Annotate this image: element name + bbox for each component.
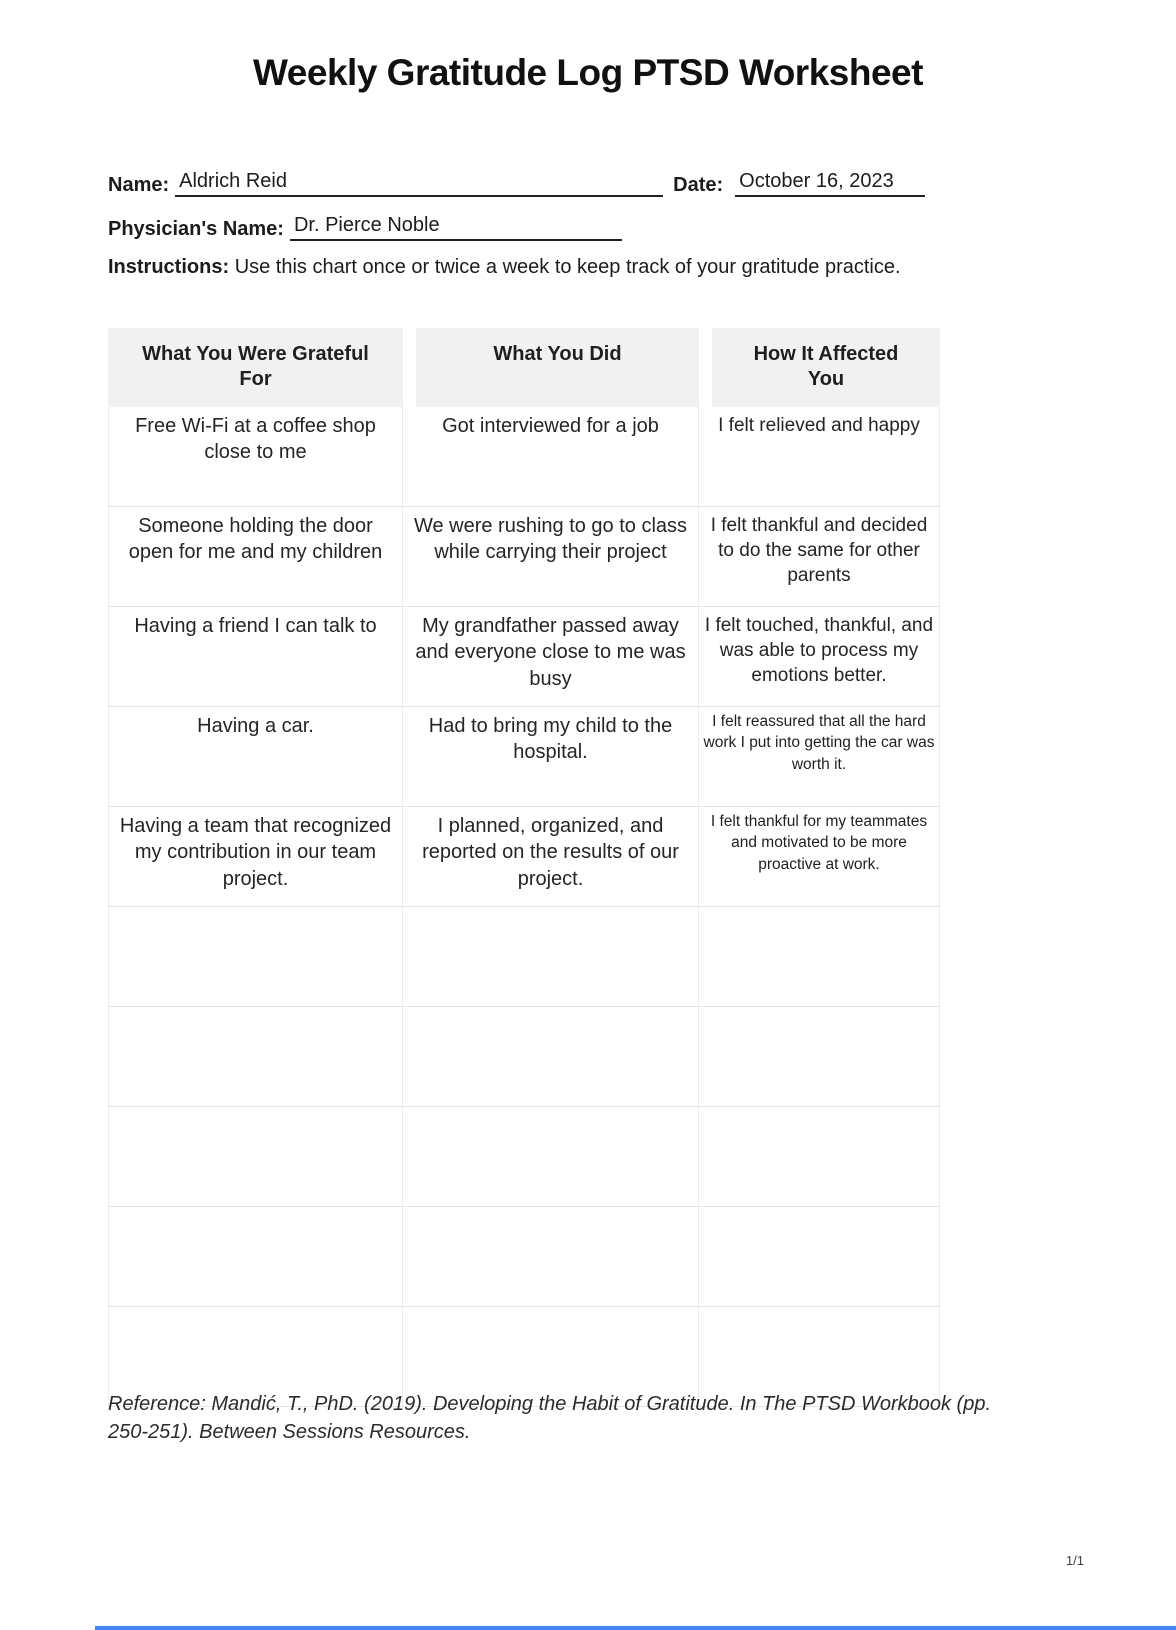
table-cell: Having a friend I can talk to bbox=[108, 607, 403, 707]
table-cell: Had to bring my child to the hospital. bbox=[403, 707, 699, 807]
table-cell: I felt thankful for my teammates and motivated to be more proactive at work. bbox=[699, 807, 940, 907]
table-cell: My grandfather passed away and everyone close to me was busy bbox=[403, 607, 699, 707]
table-cell bbox=[403, 1207, 699, 1307]
table-cell bbox=[108, 1107, 403, 1207]
bottom-accent-bar bbox=[95, 1626, 1176, 1630]
table-cell bbox=[699, 1207, 940, 1307]
table-row bbox=[108, 907, 940, 1007]
table-row bbox=[108, 1107, 940, 1207]
instructions-text: Use this chart once or twice a week to keep track of your gratitude practice. bbox=[234, 256, 901, 278]
page-indicator: 1/1 bbox=[1065, 1553, 1084, 1568]
table-cell: Having a team that recognized my contribution in our team project. bbox=[108, 807, 403, 907]
table-cell bbox=[699, 907, 940, 1007]
table-cell: We were rushing to go to class while carrying their project bbox=[403, 507, 699, 607]
header-fields bbox=[108, 170, 1068, 258]
table-cell: Free Wi-Fi at a coffee shop close to me bbox=[108, 407, 403, 507]
table-row bbox=[108, 1207, 940, 1307]
table-row bbox=[108, 607, 940, 707]
table-cell: I felt thankful and decided to do the same for other parents bbox=[699, 507, 940, 607]
table-row bbox=[108, 407, 940, 507]
table-cell: I felt reassured that all the hard work I put into getting the car was worth it. bbox=[699, 707, 940, 807]
table-cell bbox=[108, 1007, 403, 1107]
table-cell bbox=[699, 1107, 940, 1207]
physician-name-label: Physician's Name: bbox=[108, 218, 284, 240]
table-row bbox=[108, 507, 940, 607]
table-cell: Someone holding the door open for me and my children bbox=[108, 507, 403, 607]
reference-citation: Reference: Mandić, T., PhD. (2019). Developing the Habit of Gratitude. In The PTSD Workbook (pp. 250-251). Between Sessions Resources. bbox=[108, 1393, 992, 1443]
column-header: What You Were Grateful For bbox=[108, 328, 403, 407]
table-cell bbox=[108, 1207, 403, 1307]
name-date-line bbox=[108, 170, 1068, 197]
table-row bbox=[108, 1007, 940, 1107]
column-header: What You Did bbox=[403, 328, 699, 407]
table-cell bbox=[403, 907, 699, 1007]
column-header: How It Affected You bbox=[699, 328, 940, 407]
instructions bbox=[108, 256, 1068, 279]
date-field: October 16, 2023 bbox=[735, 170, 925, 197]
table-cell: I planned, organized, and reported on the results of our project. bbox=[403, 807, 699, 907]
physician-name-field: Dr. Pierce Noble bbox=[290, 214, 622, 241]
table-body bbox=[108, 407, 940, 1407]
instructions-label: Instructions: bbox=[108, 256, 230, 278]
table-cell: I felt relieved and happy bbox=[699, 407, 940, 507]
table-cell bbox=[108, 907, 403, 1007]
table-cell: I felt touched, thankful, and was able to process my emotions better. bbox=[699, 607, 940, 707]
table-cell: Having a car. bbox=[108, 707, 403, 807]
table-row bbox=[108, 707, 940, 807]
table-cell bbox=[403, 1007, 699, 1107]
date-label: Date: bbox=[673, 174, 724, 196]
physician-line bbox=[108, 214, 1068, 241]
table-header-row bbox=[108, 328, 940, 407]
table-cell bbox=[699, 1007, 940, 1107]
name-field: Aldrich Reid bbox=[175, 170, 663, 197]
table-cell bbox=[403, 1107, 699, 1207]
table-row bbox=[108, 807, 940, 907]
name-label: Name: bbox=[108, 174, 170, 196]
table-cell: Got interviewed for a job bbox=[403, 407, 699, 507]
page-title: Weekly Gratitude Log PTSD Worksheet bbox=[253, 52, 923, 93]
gratitude-log-table bbox=[108, 328, 940, 1407]
